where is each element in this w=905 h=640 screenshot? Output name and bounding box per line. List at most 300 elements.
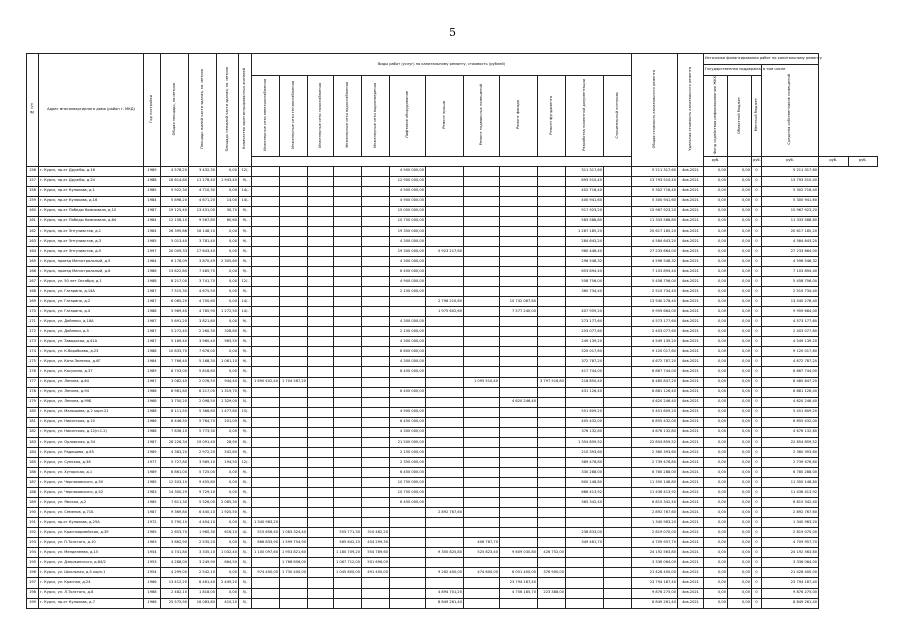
- fund-region-cell: 0,00: [728, 548, 752, 558]
- total-area-cell: 18 614,80: [161, 176, 189, 186]
- work-cost-cell: [426, 578, 464, 588]
- work-cost-cell: [426, 347, 464, 357]
- work-cost-cell: [538, 176, 566, 186]
- work-cost-cell: [426, 447, 464, 457]
- fund-reform-cell: 0,00: [704, 397, 728, 407]
- work-cost-cell: [426, 538, 464, 548]
- fund-region-cell: 0,00: [728, 256, 752, 266]
- row-number: 197: [27, 578, 39, 588]
- fund-owners-cell: 8 849 261,40: [762, 598, 819, 608]
- work-cost-cell: [426, 377, 464, 387]
- unit-cost-cell: 4кв.2021: [678, 186, 704, 196]
- fund-region-cell: 0,00: [728, 186, 752, 196]
- row-number: 171: [27, 317, 39, 327]
- fund-region-cell: 0,00: [728, 297, 752, 307]
- work-cost-cell: 349 461,70: [566, 538, 604, 548]
- work-cost-cell: [566, 578, 604, 588]
- work-cost-cell: [604, 397, 632, 407]
- non-living-area-cell: 14,00: [217, 196, 239, 206]
- year-cell: 1968: [144, 397, 161, 407]
- work-cost-cell: [252, 367, 280, 377]
- work-cost-cell: [538, 317, 566, 327]
- total-cost-cell: 6 855 432,00: [632, 417, 678, 427]
- work-cost-cell: [538, 277, 566, 287]
- non-living-area-cell: 0,00: [217, 518, 239, 528]
- work-cost-cell: [362, 206, 390, 216]
- work-cost-cell: 10 742 067,60: [500, 297, 538, 307]
- row-number: 191: [27, 518, 39, 528]
- residents-cell: 5/-: [239, 588, 252, 598]
- work-cost-cell: [362, 256, 390, 266]
- unit-cost-cell: 4кв.2021: [678, 297, 704, 307]
- work-cost-cell: [362, 166, 390, 176]
- work-cost-cell: 4 900 000,00: [390, 166, 426, 176]
- work-cost-cell: [362, 337, 390, 347]
- work-cost-cell: [538, 226, 566, 236]
- fund-owners-cell: 5 211 317,60: [762, 166, 819, 176]
- work-cost-cell: 4 300 000,00: [390, 256, 426, 266]
- work-cost-cell: [280, 457, 308, 467]
- work-cost-cell: 1 267 185,20: [566, 226, 604, 236]
- work-cost-cell: [308, 246, 334, 256]
- work-cost-cell: 406 767,70: [464, 538, 500, 548]
- residents-cell: 9/-: [239, 477, 252, 487]
- work-cost-cell: [362, 518, 390, 528]
- fund-reform-cell: 0,00: [704, 166, 728, 176]
- work-cost-cell: [604, 568, 632, 578]
- fund-region-cell: 0,00: [728, 327, 752, 337]
- total-area-cell: 4 741,80: [161, 548, 189, 558]
- unit-cost-cell: 4кв.2021: [678, 387, 704, 397]
- fund-local-cell: 0: [752, 488, 762, 498]
- work-cost-cell: [362, 307, 390, 317]
- work-cost-cell: [280, 246, 308, 256]
- table-row: [27, 277, 878, 287]
- work-cost-cell: [308, 387, 334, 397]
- work-cost-cell: [334, 166, 362, 176]
- living-area-cell: 2 098,50: [189, 397, 217, 407]
- work-cost-cell: [252, 277, 280, 287]
- table-row: [27, 377, 878, 387]
- work-cost-cell: 6 450 000,00: [390, 267, 426, 277]
- work-cost-cell: [280, 397, 308, 407]
- work-cost-cell: [426, 518, 464, 528]
- work-cost-cell: [426, 437, 464, 447]
- work-cost-cell: 501 696,00: [362, 558, 390, 568]
- work-cost-cell: 2 150 000,00: [390, 447, 426, 457]
- work-cost-cell: 360 734,40: [566, 287, 604, 297]
- work-cost-cell: [464, 166, 500, 176]
- work-cost-cell: [252, 256, 280, 266]
- col-address: Адрес многоквартирного дома (район г. МКД): [39, 54, 144, 167]
- work-cost-cell: [538, 347, 566, 357]
- work-cost-cell: [426, 176, 464, 186]
- work-cost-cell: [500, 176, 538, 186]
- work-cost-cell: [334, 226, 362, 236]
- work-cost-cell: [464, 297, 500, 307]
- unit-cost-cell: 4кв.2021: [678, 598, 704, 608]
- non-living-area-cell: 0,00: [217, 488, 239, 498]
- fund-local-cell: 0: [752, 518, 762, 528]
- row-number: 199: [27, 598, 39, 608]
- fund-reform-cell: 0,00: [704, 256, 728, 266]
- work-cost-cell: [538, 297, 566, 307]
- table-row: [27, 568, 878, 578]
- work-cost-cell: [604, 337, 632, 347]
- work-cost-cell: [334, 297, 362, 307]
- non-living-area-cell: 0,00: [217, 427, 239, 437]
- address-cell: г. Курск, ул. Дзержинского, д.84/2: [39, 558, 144, 568]
- work-cost-cell: 7 577 240,00: [500, 307, 538, 317]
- work-cost-cell: [500, 287, 538, 297]
- fund-reform-cell: 0,00: [704, 186, 728, 196]
- work-cost-cell: [426, 477, 464, 487]
- work-cost-cell: 1 599 754,90: [280, 538, 308, 548]
- total-area-cell: 8 446,50: [161, 417, 189, 427]
- living-area-cell: 5 818,60: [189, 367, 217, 377]
- table-row: [27, 548, 878, 558]
- work-cost-cell: [604, 287, 632, 297]
- address-cell: г. Курск, пр-кт Кулакова, д.16: [39, 196, 144, 206]
- work-cost-cell: [334, 588, 362, 598]
- total-cost-cell: 5 211 317,60: [632, 166, 678, 176]
- address-cell: г. Курск, ул. Радищева, д.85: [39, 447, 144, 457]
- work-cost-cell: [334, 477, 362, 487]
- work-cost-cell: [464, 417, 500, 427]
- total-cost-cell: 6 815 342,40: [632, 498, 678, 508]
- work-cost-cell: [426, 498, 464, 508]
- total-cost-cell: 13 793 510,40: [632, 176, 678, 186]
- total-cost-cell: 21 428 400,00: [632, 568, 678, 578]
- work-cost-cell: [538, 166, 566, 176]
- work-cost-cell: [334, 347, 362, 357]
- total-cost-cell: 2 739 476,80: [632, 457, 678, 467]
- table-row: [27, 397, 878, 407]
- work-cost-cell: [252, 297, 280, 307]
- work-cost-cell: [604, 327, 632, 337]
- work-cost-cell: [538, 467, 566, 477]
- year-cell: 1988: [144, 277, 161, 287]
- work-cost-cell: [604, 347, 632, 357]
- fund-region-cell: 0,00: [728, 246, 752, 256]
- non-living-area-cell: 2 305,60: [217, 256, 239, 266]
- unit-cost-cell: 4кв.2021: [678, 488, 704, 498]
- non-living-area-cell: 194,50: [217, 457, 239, 467]
- work-cost-cell: [252, 206, 280, 216]
- unit-cost-cell: 4кв.2021: [678, 558, 704, 568]
- work-cost-cell: [500, 407, 538, 417]
- fund-local-cell: 0: [752, 166, 762, 176]
- col-work-10: Разработка проектной документации: [566, 76, 604, 157]
- work-cost-cell: [500, 357, 538, 367]
- total-cost-cell: 2 403 077,60: [632, 327, 678, 337]
- work-cost-cell: [334, 267, 362, 277]
- non-living-area-cell: 542,60: [217, 447, 239, 457]
- work-cost-cell: [538, 538, 566, 548]
- work-cost-cell: [362, 216, 390, 226]
- work-cost-cell: [280, 498, 308, 508]
- row-number: 186: [27, 467, 39, 477]
- work-cost-cell: 6 450 000,00: [390, 498, 426, 508]
- work-cost-cell: [252, 166, 280, 176]
- fund-reform-cell: 0,00: [704, 236, 728, 246]
- address-cell: г. Курск, пр-кт Энтузиастов, д.5: [39, 246, 144, 256]
- fund-region-cell: 0,00: [728, 588, 752, 598]
- work-cost-cell: 6 051 400,00: [500, 568, 538, 578]
- address-cell: г. Курск, пр-кт Кулакова, д.25А: [39, 518, 144, 528]
- work-cost-cell: [604, 508, 632, 518]
- col-total-cost: Общая стоимость капитального ремонта: [632, 54, 678, 167]
- fund-owners-cell: 20 617 185,20: [762, 226, 819, 236]
- fund-owners-cell: 11 350 148,80: [762, 477, 819, 487]
- works-unit-spacer: [252, 156, 632, 166]
- work-cost-cell: [390, 297, 426, 307]
- work-cost-cell: [308, 498, 334, 508]
- total-area-cell: 5 272,45: [161, 327, 189, 337]
- address-cell: г. Курск, ул. Черняховского, д.50: [39, 477, 144, 487]
- work-cost-cell: [334, 327, 362, 337]
- row-number: 168: [27, 287, 39, 297]
- work-cost-cell: [604, 186, 632, 196]
- table-row: [27, 578, 878, 588]
- fund-owners-cell: 9 876 275,00: [762, 588, 819, 598]
- table-row: [27, 236, 878, 246]
- work-cost-cell: [426, 277, 464, 287]
- work-cost-cell: [426, 216, 464, 226]
- fund-local-cell: 0: [752, 186, 762, 196]
- fund-owners-cell: 2 510 734,40: [762, 287, 819, 297]
- work-cost-cell: [308, 568, 334, 578]
- work-cost-cell: [334, 307, 362, 317]
- work-cost-cell: [252, 488, 280, 498]
- address-cell: г. Курск, пр-кт Энтузиастов, д.1: [39, 226, 144, 236]
- fund-region-cell: 0,00: [728, 357, 752, 367]
- total-area-cell: 5 898,20: [161, 196, 189, 206]
- work-cost-cell: [252, 246, 280, 256]
- fund-region-cell: 0,00: [728, 437, 752, 447]
- row-number: 189: [27, 498, 39, 508]
- fund-local-cell: 0: [752, 377, 762, 387]
- unit-cost-cell: 4кв.2021: [678, 357, 704, 367]
- living-area-cell: 3 741,70: [189, 277, 217, 287]
- work-cost-cell: [500, 317, 538, 327]
- work-cost-cell: [280, 347, 308, 357]
- fund-reform-cell: 0,00: [704, 558, 728, 568]
- fund-region-cell: 0,00: [728, 277, 752, 287]
- fund-region-cell: 0,00: [728, 377, 752, 387]
- fund-reform-cell: 0,00: [704, 367, 728, 377]
- residents-cell: 9/-: [239, 417, 252, 427]
- total-area-cell: 13 622,80: [161, 267, 189, 277]
- work-cost-cell: [566, 508, 604, 518]
- work-cost-cell: 431 126,40: [566, 387, 604, 397]
- work-cost-cell: 372 787,20: [566, 357, 604, 367]
- living-area-cell: 2 972,20: [189, 447, 217, 457]
- fund-region-cell: 0,00: [728, 477, 752, 487]
- unit-cost-cell: 4кв.2021: [678, 397, 704, 407]
- table-row: [27, 407, 878, 417]
- row-number: 188: [27, 488, 39, 498]
- year-cell: 1987: [144, 337, 161, 347]
- residents-cell: 9/-: [239, 317, 252, 327]
- non-living-area-cell: 0,00: [217, 297, 239, 307]
- total-area-cell: 19 125,40: [161, 206, 189, 216]
- total-cost-cell: 4 620 246,40: [632, 397, 678, 407]
- work-cost-cell: [308, 216, 334, 226]
- fund-region-cell: 0,00: [728, 528, 752, 538]
- total-area-cell: 8 981,80: [161, 387, 189, 397]
- fund-local-cell: 0: [752, 427, 762, 437]
- work-cost-cell: [334, 578, 362, 588]
- work-cost-cell: [308, 377, 334, 387]
- work-cost-cell: [334, 508, 362, 518]
- col-work-5: Лифтовое оборудование: [390, 76, 426, 157]
- fund-local-cell: 0: [752, 467, 762, 477]
- table-row: [27, 498, 878, 508]
- total-cost-cell: 11 333 588,80: [632, 216, 678, 226]
- non-living-area-cell: 1 061,10: [217, 357, 239, 367]
- work-cost-cell: [252, 176, 280, 186]
- year-cell: 1977: [144, 457, 161, 467]
- living-area-cell: 7 485,70: [189, 267, 217, 277]
- fund-owners-cell: 13 793 510,40: [762, 176, 819, 186]
- work-cost-cell: [464, 588, 500, 598]
- residents-cell: 14/-: [239, 307, 252, 317]
- row-number: 187: [27, 477, 39, 487]
- fund-owners-cell: 3 336 064,00: [762, 558, 819, 568]
- living-area-cell: 4 675,50: [189, 287, 217, 297]
- fund-local-cell: 0: [752, 447, 762, 457]
- work-cost-cell: [500, 508, 538, 518]
- work-cost-cell: 19 300 000,00: [390, 246, 426, 256]
- year-cell: 1989: [144, 367, 161, 377]
- unit-cost-cell: 4кв.2021: [678, 528, 704, 538]
- fund-owners-cell: 5 451 609,20: [762, 407, 819, 417]
- residents-cell: 12/-: [239, 277, 252, 287]
- year-cell: 1984: [144, 196, 161, 206]
- non-living-area-cell: 1 329,00: [217, 397, 239, 407]
- residents-cell: 9/-: [239, 287, 252, 297]
- work-cost-cell: [252, 216, 280, 226]
- total-cost-cell: 24 192 563,80: [632, 548, 678, 558]
- total-area-cell: 5 691,20: [161, 317, 189, 327]
- address-cell: г. Курск, ул. Гагарина, д.4: [39, 307, 144, 317]
- non-living-area-cell: 0,00: [217, 317, 239, 327]
- total-area-cell: 3 082,40: [161, 377, 189, 387]
- col-work-1: Инженерные сети теплоснабжения: [280, 76, 308, 157]
- fund-reform-cell: 0,00: [704, 407, 728, 417]
- fund-local-cell: 0: [752, 598, 762, 608]
- non-living-area-cell: 0,00: [217, 277, 239, 287]
- fund-owners-cell: 1 340 983,20: [762, 518, 819, 528]
- work-cost-cell: [464, 437, 500, 447]
- work-cost-cell: [334, 176, 362, 186]
- table-row: [27, 367, 878, 377]
- table-row: [27, 206, 878, 216]
- unit-cost-cell: 4кв.2021: [678, 256, 704, 266]
- work-cost-cell: [604, 538, 632, 548]
- residents-cell: 9/-: [239, 367, 252, 377]
- work-cost-cell: [362, 588, 390, 598]
- work-cost-cell: [538, 498, 566, 508]
- work-cost-cell: [500, 337, 538, 347]
- work-cost-cell: [464, 508, 500, 518]
- work-cost-cell: [604, 256, 632, 266]
- fund-owners-cell: 8 485 847,20: [762, 377, 819, 387]
- residents-cell: 9/-: [239, 508, 252, 518]
- work-cost-cell: [334, 256, 362, 266]
- work-cost-cell: 9 609 030,80: [500, 548, 538, 558]
- total-area-cell: 8 217,00: [161, 277, 189, 287]
- work-cost-cell: [426, 457, 464, 467]
- col-living-area: Площадь жилой части здания, кв. метров: [189, 54, 217, 167]
- row-number: 181: [27, 417, 39, 427]
- work-cost-cell: [390, 508, 426, 518]
- row-number: 172: [27, 327, 39, 337]
- fund-region-cell: 0,00: [728, 216, 752, 226]
- row-number: 196: [27, 568, 39, 578]
- total-area-cell: 20 009,33: [161, 246, 189, 256]
- fund-owners-cell: 4 709 957,70: [762, 538, 819, 548]
- fund-reform-cell: 0,00: [704, 357, 728, 367]
- living-area-cell: 4 700,60: [189, 297, 217, 307]
- work-cost-cell: [500, 558, 538, 568]
- unit-cost-cell: 4кв.2021: [678, 226, 704, 236]
- fund-local-cell: 0: [752, 307, 762, 317]
- residents-cell: 9/-: [239, 267, 252, 277]
- non-living-area-cell: 328,60: [217, 327, 239, 337]
- work-cost-cell: [464, 246, 500, 256]
- unit-label: руб.: [704, 156, 728, 166]
- fund-owners-cell: 24 192 563,80: [762, 548, 819, 558]
- fund-local-cell: 0: [752, 317, 762, 327]
- residents-cell: 5/-: [239, 518, 252, 528]
- fund-reform-cell: 0,00: [704, 548, 728, 558]
- work-cost-cell: [362, 417, 390, 427]
- row-number: 156: [27, 166, 39, 176]
- work-cost-cell: [538, 457, 566, 467]
- total-cost-cell: 8 485 847,20: [632, 377, 678, 387]
- unit-cost-cell: 4кв.2021: [678, 337, 704, 347]
- living-area-cell: 2 542,10: [189, 568, 217, 578]
- work-cost-cell: 454 299,30: [362, 538, 390, 548]
- unit-cost-cell: 4кв.2021: [678, 538, 704, 548]
- fund-local-cell: 0: [752, 216, 762, 226]
- fund-local-cell: 0: [752, 176, 762, 186]
- non-living-area-cell: 410,10: [217, 598, 239, 608]
- work-cost-cell: [500, 206, 538, 216]
- row-number: 174: [27, 347, 39, 357]
- year-cell: 1966: [144, 598, 161, 608]
- total-cost-cell: 27 233 664,00: [632, 246, 678, 256]
- work-cost-cell: [604, 166, 632, 176]
- work-cost-cell: [280, 477, 308, 487]
- living-area-cell: 5 168,30: [189, 357, 217, 367]
- unit-cost-cell: 4кв.2021: [678, 367, 704, 377]
- table-row: [27, 588, 878, 598]
- fund-region-cell: 0,00: [728, 267, 752, 277]
- work-cost-cell: 376 900,00: [538, 568, 566, 578]
- work-cost-cell: [362, 246, 390, 256]
- fund-local-cell: 0: [752, 236, 762, 246]
- non-living-area-cell: 0,00: [217, 347, 239, 357]
- table-row: [27, 337, 878, 347]
- work-cost-cell: [538, 598, 566, 608]
- work-cost-cell: 4 300 000,00: [390, 317, 426, 327]
- living-area-cell: 3 960,40: [189, 337, 217, 347]
- address-cell: г. Курск, ул. Малышева, д.2 корп.21: [39, 407, 144, 417]
- address-cell: г. Курск, ул. Кати Зеленко, д.6Г: [39, 357, 144, 367]
